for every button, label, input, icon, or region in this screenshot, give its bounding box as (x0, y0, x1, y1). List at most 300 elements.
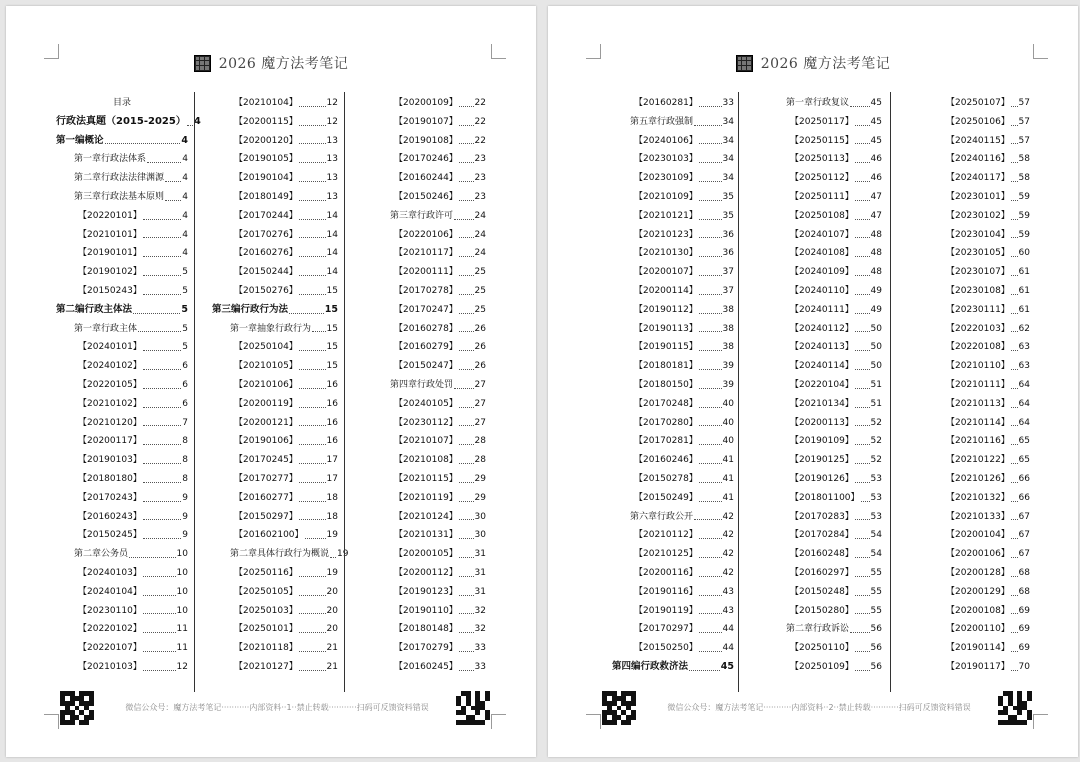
toc-entry-title: 【20190117】 (946, 661, 1010, 672)
dot-leader (699, 106, 722, 107)
toc-entry-question[interactable] (612, 132, 734, 151)
toc-entry-question[interactable] (768, 395, 882, 414)
toc-entry-question[interactable] (768, 432, 882, 451)
toc-entry-question[interactable] (924, 132, 1030, 151)
dot-leader (855, 595, 870, 596)
toc-entry-question[interactable] (768, 207, 882, 226)
toc-entry-title: 【20240112】 (790, 323, 854, 334)
toc-entry-page: 52 (870, 417, 882, 428)
toc-entry-title: 【20210113】 (946, 398, 1010, 409)
toc-entry-question[interactable] (372, 545, 486, 564)
toc-entry-heading[interactable] (56, 132, 188, 151)
toc-entry-page: 4 (193, 115, 201, 127)
toc-entry-title: 【20200106】 (946, 549, 1010, 560)
toc-entry-question[interactable] (924, 94, 1030, 113)
toc-entry-question[interactable] (212, 489, 338, 508)
toc-entry-question[interactable] (768, 508, 882, 527)
toc-entry-title: 目录 (112, 98, 131, 108)
toc-entry-heading[interactable] (56, 301, 188, 320)
toc-entry-question[interactable] (56, 226, 188, 245)
toc-entry-title: 【20160244】 (394, 173, 458, 184)
toc-entry-question[interactable] (924, 207, 1030, 226)
dot-leader (143, 670, 176, 671)
toc-entry-page: 25 (474, 267, 486, 278)
dot-leader (459, 294, 474, 295)
toc-entry-question[interactable] (924, 451, 1030, 470)
toc-entry-question[interactable] (612, 376, 734, 395)
toc-entry-question[interactable] (612, 301, 734, 320)
toc-entry-question[interactable] (56, 395, 188, 414)
toc-entry-page: 45 (720, 660, 734, 672)
toc-entry-question[interactable] (56, 526, 188, 545)
toc-entry-question[interactable] (56, 489, 188, 508)
toc-entry-question[interactable] (768, 132, 882, 151)
toc-entry-title: 【20170283】 (790, 511, 854, 522)
toc-entry-heading[interactable] (56, 545, 188, 564)
dot-leader (299, 501, 326, 502)
toc-entry-title: 【20250101】 (234, 624, 298, 635)
toc-entry-question[interactable] (372, 301, 486, 320)
toc-entry-question[interactable] (768, 414, 882, 433)
dot-leader (299, 181, 326, 182)
toc-entry-question[interactable] (924, 414, 1030, 433)
toc-entry-question[interactable] (924, 301, 1030, 320)
toc-entry-question[interactable] (372, 451, 486, 470)
toc-entry-question[interactable] (212, 244, 338, 263)
toc-entry-question[interactable] (372, 414, 486, 433)
toc-entry-page: 13 (326, 173, 338, 184)
toc-entry-question[interactable] (612, 169, 734, 188)
toc-entry-question[interactable] (768, 602, 882, 621)
toc-entry-question[interactable] (372, 282, 486, 301)
toc-entry-question[interactable] (768, 583, 882, 602)
toc-entry-page: 16 (326, 417, 338, 428)
dot-leader (143, 463, 181, 464)
toc-entry-question[interactable] (212, 583, 338, 602)
toc-entry-question[interactable] (372, 602, 486, 621)
dot-leader (165, 200, 181, 201)
toc-entry-heading[interactable] (212, 320, 338, 339)
toc-entry-question[interactable] (768, 263, 882, 282)
toc-entry-question[interactable] (212, 113, 338, 132)
toc-entry-question[interactable] (212, 226, 338, 245)
toc-entry-question[interactable] (924, 470, 1030, 489)
toc-entry-question[interactable] (56, 620, 188, 639)
toc-entry-question[interactable] (212, 470, 338, 489)
toc-entry-question[interactable] (612, 602, 734, 621)
toc-entry-question[interactable] (372, 226, 486, 245)
toc-entry-question[interactable] (372, 658, 486, 677)
toc-entry-question[interactable] (56, 470, 188, 489)
toc-entry-question[interactable] (56, 658, 188, 677)
toc-entry-title: 【20200115】 (234, 116, 298, 127)
toc-entry-question[interactable] (56, 263, 188, 282)
toc-entry-question[interactable] (372, 338, 486, 357)
toc-entry-title: 第一章行政复议 (786, 98, 850, 108)
toc-entry-question[interactable] (372, 263, 486, 282)
toc-entry-question[interactable] (212, 395, 338, 414)
toc-entry-question[interactable] (372, 639, 486, 658)
toc-entry-question[interactable] (56, 282, 188, 301)
dot-leader (105, 143, 181, 144)
toc-entry-question[interactable] (924, 282, 1030, 301)
toc-entry-question[interactable] (924, 357, 1030, 376)
toc-entry-question[interactable] (372, 244, 486, 263)
toc-entry-question[interactable] (212, 132, 338, 151)
toc-entry-question[interactable] (924, 639, 1030, 658)
toc-entry-title: 【20170246】 (394, 154, 458, 165)
toc-entry-page: 36 (722, 229, 734, 240)
toc-entry-question[interactable] (212, 94, 338, 113)
toc-entry-question[interactable] (612, 94, 734, 113)
toc-entry-question[interactable] (56, 357, 188, 376)
toc-entry-page: 4 (182, 173, 188, 184)
toc-entry-title: 【20170277】 (234, 473, 298, 484)
toc-entry-page: 19 (326, 567, 338, 578)
toc-entry-question[interactable] (212, 639, 338, 658)
toc-entry-question[interactable] (372, 132, 486, 151)
toc-entry-question[interactable] (212, 207, 338, 226)
toc-entry-question[interactable] (612, 320, 734, 339)
toc-entry-question[interactable] (212, 357, 338, 376)
toc-entry-question[interactable] (212, 526, 338, 545)
toc-entry-question[interactable] (768, 226, 882, 245)
toc-entry-page: 39 (722, 379, 734, 390)
toc-entry-question[interactable] (372, 113, 486, 132)
toc-entry-title: 【20250117】 (790, 116, 854, 127)
dot-leader (1011, 125, 1018, 126)
toc-entry-question[interactable] (612, 282, 734, 301)
toc-entry-title: 【20240115】 (946, 135, 1010, 146)
toc-entry-page: 41 (722, 473, 734, 484)
toc-entry-question[interactable] (924, 658, 1030, 677)
toc-entry-page: 31 (474, 586, 486, 597)
toc-entry-question[interactable] (212, 376, 338, 395)
toc-entry-heading[interactable] (56, 94, 188, 113)
dot-leader (855, 313, 870, 314)
toc-entry-page: 32 (474, 624, 486, 635)
toc-entry-question[interactable] (612, 526, 734, 545)
toc-entry-question[interactable] (56, 639, 188, 658)
toc-entry-question[interactable] (768, 639, 882, 658)
toc-entry-question[interactable] (612, 470, 734, 489)
toc-entry-title: 【20240107】 (790, 229, 854, 240)
toc-entry-page: 5 (182, 285, 188, 296)
toc-entry-heading[interactable] (768, 94, 882, 113)
toc-entry-question[interactable] (372, 188, 486, 207)
toc-entry-question[interactable] (768, 376, 882, 395)
toc-entry-heading[interactable] (612, 508, 734, 527)
toc-entry-title: 【20200110】 (946, 624, 1010, 635)
toc-entry-question[interactable] (612, 150, 734, 169)
toc-entry-question[interactable] (612, 414, 734, 433)
toc-entry-question[interactable] (372, 583, 486, 602)
dot-leader (299, 519, 326, 520)
toc-entry-question[interactable] (56, 508, 188, 527)
toc-entry-question[interactable] (924, 169, 1030, 188)
toc-entry-question[interactable] (212, 338, 338, 357)
toc-entry-title: 【20150248】 (790, 586, 854, 597)
toc-entry-heading[interactable] (212, 301, 338, 320)
toc-entry-question[interactable] (212, 658, 338, 677)
toc-entry-question[interactable] (372, 432, 486, 451)
dot-leader (299, 237, 326, 238)
footer-forbid: 禁止转载 (296, 703, 329, 712)
dot-leader (143, 256, 181, 257)
toc-entry-title: 【20230102】 (946, 210, 1010, 221)
toc-entry-question[interactable] (212, 508, 338, 527)
toc-entry-question[interactable] (212, 263, 338, 282)
toc-entry-page: 65 (1018, 436, 1030, 447)
toc-entry-question[interactable] (768, 320, 882, 339)
toc-entry-title: 【20210134】 (790, 398, 854, 409)
toc-column (924, 94, 1030, 692)
toc-entry-question[interactable] (924, 376, 1030, 395)
toc-entry-page: 29 (474, 473, 486, 484)
toc-entry-question[interactable] (372, 564, 486, 583)
toc-entry-question[interactable] (924, 432, 1030, 451)
toc-entry-question[interactable] (56, 207, 188, 226)
dot-leader (699, 613, 722, 614)
toc-entry-question[interactable] (924, 338, 1030, 357)
toc-entry-question[interactable] (924, 226, 1030, 245)
toc-entry-question[interactable] (924, 564, 1030, 583)
toc-entry-question[interactable] (372, 508, 486, 527)
toc-entry-title: 第六章行政公开 (630, 511, 694, 522)
toc-entry-heading[interactable] (212, 545, 349, 564)
toc-entry-heading[interactable] (768, 620, 882, 639)
toc-entry-question[interactable] (924, 620, 1030, 639)
toc-entry-page: 18 (326, 511, 338, 522)
toc-entry-question[interactable] (768, 150, 882, 169)
dot-leader (694, 519, 722, 520)
toc-entry-question[interactable] (612, 188, 734, 207)
toc-entry-title: 【20230108】 (946, 285, 1010, 296)
footer-internal: 内部资料 (791, 703, 824, 712)
toc-entry-question[interactable] (924, 526, 1030, 545)
toc-entry-question[interactable] (612, 357, 734, 376)
toc-entry-question[interactable] (612, 226, 734, 245)
toc-entry-question[interactable] (372, 169, 486, 188)
dot-leader (165, 181, 181, 182)
toc-entry-question[interactable] (924, 263, 1030, 282)
dot-leader (699, 275, 722, 276)
toc-entry-page: 49 (870, 285, 882, 296)
toc-entry-question[interactable] (612, 564, 734, 583)
toc-entry-title: 【20210132】 (946, 492, 1010, 503)
toc-entry-title: 【20190107】 (394, 116, 458, 127)
toc-entry-heading[interactable] (372, 376, 486, 395)
toc-entry-question[interactable] (768, 545, 882, 564)
dot-leader (699, 557, 722, 558)
toc-entry-question[interactable] (924, 489, 1030, 508)
toc-entry-page: 51 (870, 379, 882, 390)
toc-entry-question[interactable] (768, 169, 882, 188)
toc-entry-question[interactable] (768, 658, 882, 677)
toc-entry-title: 第一章抽象行政行为 (230, 323, 312, 334)
toc-entry-question[interactable] (372, 320, 486, 339)
toc-entry-title: 【20180150】 (634, 379, 698, 390)
toc-entry-title: 【20220102】 (78, 624, 142, 635)
toc-entry-page: 24 (474, 229, 486, 240)
toc-entry-heading[interactable] (56, 169, 188, 188)
toc-entry-title: 【20210125】 (634, 549, 698, 560)
toc-entry-question[interactable] (768, 338, 882, 357)
dot-leader (459, 256, 474, 257)
toc-entry-question[interactable] (924, 150, 1030, 169)
toc-entry-heading[interactable] (372, 207, 486, 226)
toc-entry-title: 【20180149】 (234, 191, 298, 202)
toc-entry-question[interactable] (212, 620, 338, 639)
toc-entry-title: 【20240116】 (946, 154, 1010, 165)
toc-entry-title: 【20220104】 (790, 379, 854, 390)
toc-entry-question[interactable] (612, 338, 734, 357)
toc-entry-page: 61 (1018, 285, 1030, 296)
toc-entry-question[interactable] (612, 263, 734, 282)
toc-entry-question[interactable] (768, 470, 882, 489)
toc-entry-title: 【20240110】 (790, 285, 854, 296)
toc-entry-title: 【20150276】 (234, 285, 298, 296)
toc-entry-question[interactable] (212, 282, 338, 301)
toc-entry-question[interactable] (924, 113, 1030, 132)
toc-entry-title: 【20170276】 (234, 229, 298, 240)
dot-leader (855, 425, 870, 426)
toc-entry-question[interactable] (612, 244, 734, 263)
toc-entry-question[interactable] (212, 188, 338, 207)
dot-leader (459, 482, 474, 483)
toc-entry-question[interactable] (768, 526, 882, 545)
toc-entry-question[interactable] (768, 282, 882, 301)
toc-entry-question[interactable] (212, 150, 338, 169)
toc-entry-heading[interactable] (56, 150, 188, 169)
toc-entry-question[interactable] (372, 357, 486, 376)
toc-entry-page: 40 (722, 417, 734, 428)
toc-entry-question[interactable] (768, 564, 882, 583)
toc-entry-title: 【201602100】 (234, 530, 304, 541)
toc-entry-question[interactable] (212, 602, 338, 621)
toc-entry-title: 【20190104】 (234, 173, 298, 184)
toc-entry-page: 52 (870, 436, 882, 447)
toc-entry-heading[interactable] (56, 113, 201, 132)
toc-entry-question[interactable] (56, 338, 188, 357)
toc-entry-question[interactable] (212, 414, 338, 433)
toc-entry-page: 24 (474, 248, 486, 259)
toc-entry-question[interactable] (612, 395, 734, 414)
toc-entry-question[interactable] (924, 508, 1030, 527)
toc-entry-question[interactable] (924, 545, 1030, 564)
toc-entry-heading[interactable] (612, 113, 734, 132)
toc-entry-question[interactable] (212, 432, 338, 451)
dot-leader (1011, 463, 1018, 464)
toc-entry-question[interactable] (924, 244, 1030, 263)
toc-entry-question[interactable] (612, 545, 734, 564)
toc-entry-question[interactable] (56, 583, 188, 602)
toc-entry-question[interactable] (768, 188, 882, 207)
toc-entry-title: 【20190110】 (394, 605, 458, 616)
toc-entry-question[interactable] (768, 301, 882, 320)
toc-entry-question[interactable] (612, 489, 734, 508)
toc-entry-question[interactable] (372, 620, 486, 639)
toc-entry-question[interactable] (612, 620, 734, 639)
toc-entry-heading[interactable] (56, 320, 188, 339)
toc-entry-heading[interactable] (56, 188, 188, 207)
toc-entry-page: 69 (1018, 643, 1030, 654)
toc-entry-question[interactable] (212, 564, 338, 583)
toc-entry-page: 4 (181, 134, 188, 146)
toc-entry-question[interactable] (924, 395, 1030, 414)
toc-entry-question[interactable] (56, 414, 188, 433)
toc-entry-page: 56 (870, 643, 882, 654)
toc-entry-question[interactable] (372, 94, 486, 113)
toc-entry-title: 第二章具体行政行为概说 (230, 549, 330, 560)
toc-entry-question[interactable] (56, 244, 188, 263)
toc-entry-question[interactable] (372, 395, 486, 414)
dot-leader (861, 501, 870, 502)
toc-entry-question[interactable] (612, 639, 734, 658)
toc-entry-title: 第一编概论 (56, 134, 104, 146)
toc-entry-question[interactable] (612, 207, 734, 226)
toc-entry-page: 35 (722, 191, 734, 202)
dot-leader (299, 294, 326, 295)
toc-entry-question[interactable] (372, 526, 486, 545)
toc-entry-page: 57 (1018, 116, 1030, 127)
toc-entry-question[interactable] (924, 188, 1030, 207)
toc-entry-title: 【20230107】 (946, 267, 1010, 278)
dot-leader (1011, 519, 1018, 520)
toc-entry-question[interactable] (924, 602, 1030, 621)
toc-entry-question[interactable] (768, 451, 882, 470)
toc-entry-page: 57 (1018, 135, 1030, 146)
toc-entry-title: 【20190113】 (634, 323, 698, 334)
toc-entry-question[interactable] (56, 564, 188, 583)
toc-entry-page: 22 (474, 116, 486, 127)
toc-entry-question[interactable] (372, 470, 486, 489)
toc-entry-title: 【20150249】 (634, 492, 698, 503)
toc-entry-page: 34 (722, 116, 734, 127)
toc-entry-page: 38 (722, 304, 734, 315)
toc-entry-question[interactable] (56, 376, 188, 395)
toc-entry-question[interactable] (372, 150, 486, 169)
toc-entry-question[interactable] (768, 357, 882, 376)
toc-entry-question[interactable] (212, 451, 338, 470)
dot-leader (459, 181, 474, 182)
toc-entry-question[interactable] (612, 432, 734, 451)
toc-entry-question[interactable] (56, 432, 188, 451)
toc-entry-question[interactable] (612, 583, 734, 602)
toc-entry-title: 【20170281】 (634, 436, 698, 447)
toc-entry-title: 【20210121】 (634, 210, 698, 221)
dot-leader (459, 313, 474, 314)
toc-entry-question[interactable] (924, 320, 1030, 339)
dot-leader (1011, 143, 1018, 144)
toc-entry-question[interactable] (768, 244, 882, 263)
toc-entry-question[interactable] (56, 451, 188, 470)
toc-entry-question[interactable] (56, 602, 188, 621)
toc-entry-question[interactable] (612, 451, 734, 470)
dot-leader (299, 219, 326, 220)
toc-entry-question[interactable] (372, 489, 486, 508)
toc-entry-page: 49 (870, 304, 882, 315)
toc-entry-heading[interactable] (612, 658, 734, 677)
toc-entry-question[interactable] (768, 489, 882, 508)
toc-entry-page: 33 (722, 98, 734, 108)
toc-entry-question[interactable] (924, 583, 1030, 602)
toc-entry-title: 【20190109】 (790, 436, 854, 447)
toc-entry-question[interactable] (768, 113, 882, 132)
toc-entry-question[interactable] (212, 169, 338, 188)
toc-entry-page: 24 (474, 210, 486, 221)
dot-leader (1011, 219, 1018, 220)
